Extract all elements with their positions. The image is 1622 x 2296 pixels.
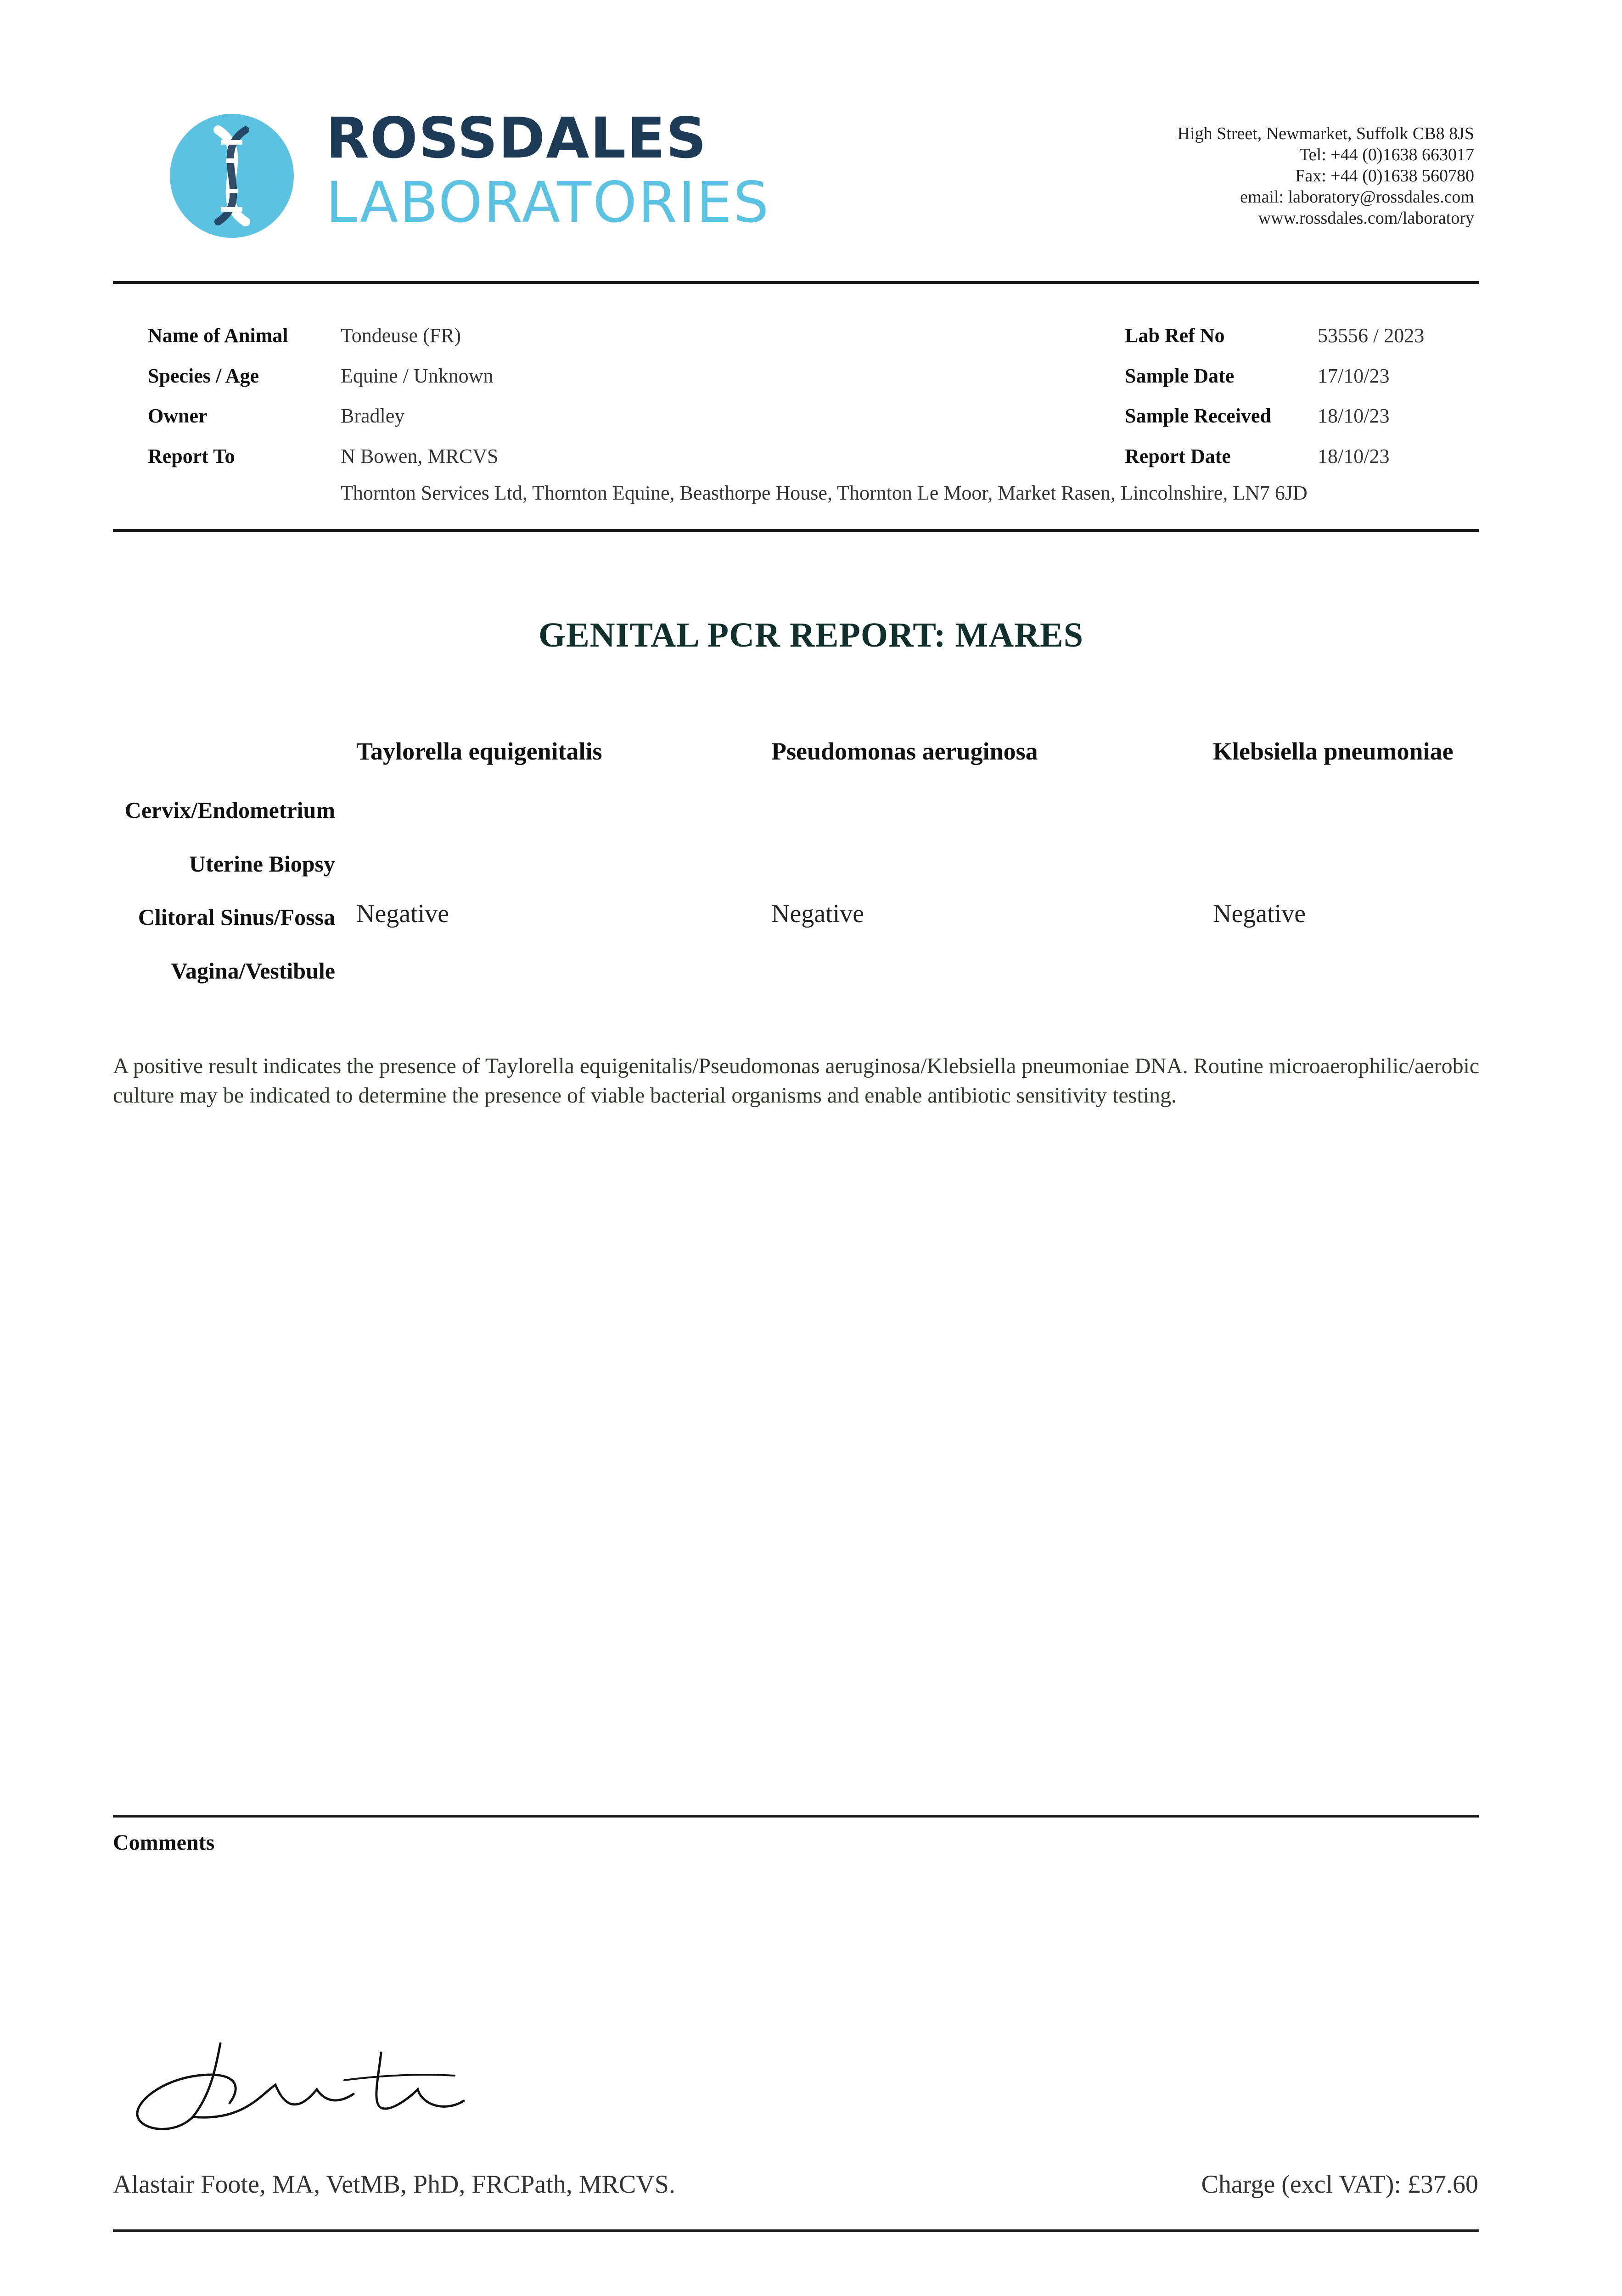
brand-name-line2: LABORATORIES	[326, 170, 770, 235]
lab-ref-value: 53556 / 2023	[1318, 324, 1425, 347]
charge-amount: Charge (excl VAT): £37.60	[1201, 2170, 1478, 2199]
sample-date-label: Sample Date	[1125, 365, 1235, 387]
owner-label: Owner	[148, 405, 208, 427]
species-age-value: Equine / Unknown	[341, 365, 494, 387]
signer-name: Alastair Foote, MA, VetMB, PhD, FRCPath, MRCVS.	[113, 2170, 675, 2199]
report-date-value: 18/10/23	[1318, 445, 1390, 467]
comments-divider	[113, 1815, 1479, 1818]
sample-received-label: Sample Received	[1125, 405, 1271, 427]
column-header-taylorella: Taylorella equigenitalis	[356, 737, 602, 765]
contact-tel: Tel: +44 (0)1638 663017	[1299, 145, 1474, 164]
comments-label: Comments	[113, 1830, 215, 1855]
report-to-address: Thornton Services Ltd, Thornton Equine, Beasthorpe House, Thornton Le Moor, Market Rasen, Lincolnshire, LN7 6JD	[341, 482, 1308, 504]
row-label-vagina-vestibule: Vagina/Vestibule	[171, 958, 335, 984]
report-title: GENITAL PCR REPORT: MARES	[538, 616, 1084, 654]
report-to-value: N Bowen, MRCVS	[341, 445, 499, 467]
report-date-label: Report Date	[1125, 445, 1231, 467]
row-label-clitoral-sinus-fossa: Clitoral Sinus/Fossa	[138, 904, 335, 930]
owner-value: Bradley	[341, 405, 405, 427]
signature-image	[124, 2025, 473, 2144]
column-header-pseudomonas: Pseudomonas aeruginosa	[771, 737, 1038, 765]
interpretation-note: A positive result indicates the presence of Taylorella equigenitalis/Pseudomonas aeruginosa/Klebsiella pneumoniae DNA. Routine microaerophilic/aerobic culture may be indicated to determine the presence of viable bacterial organisms and enable antibiotic sensitivity testing.	[113, 1054, 1480, 1108]
species-age-label: Species / Age	[148, 365, 259, 387]
row-label-cervix-endometrium: Cervix/Endometrium	[124, 797, 335, 823]
brand-name-line1: ROSSDALES	[326, 106, 707, 171]
lab-ref-label: Lab Ref No	[1125, 324, 1225, 347]
report-to-label: Report To	[148, 445, 235, 467]
contact-fax: Fax: +44 (0)1638 560780	[1295, 166, 1474, 186]
footer-divider	[113, 2229, 1479, 2232]
info-divider	[113, 529, 1479, 532]
row-label-uterine-biopsy: Uterine Biopsy	[189, 851, 335, 877]
dna-helix-icon	[170, 114, 294, 238]
header-divider	[113, 281, 1479, 284]
contact-block	[1178, 123, 1474, 229]
sample-date-value: 17/10/23	[1318, 365, 1390, 387]
contact-website: www.rossdales.com/laboratory	[1258, 208, 1474, 228]
result-clitoral-pseudomonas: Negative	[771, 900, 864, 928]
contact-email: email: laboratory@rossdales.com	[1240, 187, 1474, 207]
column-header-klebsiella: Klebsiella pneumoniae	[1213, 737, 1454, 765]
animal-name-value: Tondeuse (FR)	[341, 324, 461, 347]
result-clitoral-taylorella: Negative	[356, 900, 449, 928]
sample-received-value: 18/10/23	[1318, 405, 1390, 427]
result-clitoral-klebsiella: Negative	[1213, 900, 1306, 928]
animal-name-label: Name of Animal	[148, 324, 288, 347]
contact-address: High Street, Newmarket, Suffolk CB8 8JS	[1177, 124, 1474, 143]
